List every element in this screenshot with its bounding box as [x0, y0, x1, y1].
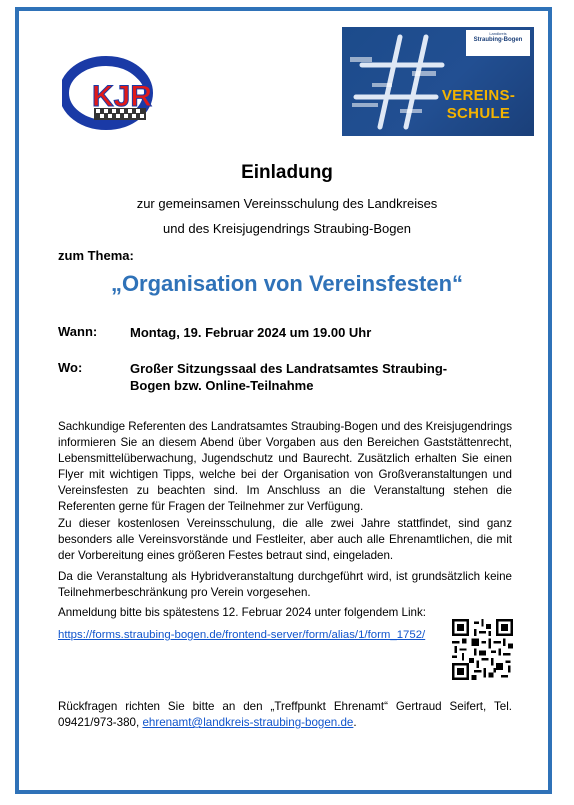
topic-title: „Organisation von Vereinsfesten“: [110, 271, 464, 296]
subtitle-line1: zur gemeinsamen Vereinsschulung des Landkreises: [136, 196, 438, 211]
registration-qr-code: [452, 619, 513, 680]
where-value: Großer Sitzungssaal des Landratsamtes Straubing-Bogen bzw. Online-Teilnahme: [130, 361, 448, 393]
contact-paragraph: [58, 699, 512, 731]
page-title: Einladung: [241, 162, 333, 183]
banner-title: [426, 87, 531, 123]
registration-link[interactable]: https://forms.straubing-bogen.de/frontend-server/form/alias/1/form_1752/: [58, 629, 426, 641]
paragraph-intro: Sachkundige Referenten des Landratsamtes Straubing-Bogen und des Kreisjugendrings informieren Sie an diesem Abend über Vorgaben aus den Bereichen Gaststättenrecht, Lebensmittelüberwachung, Jugendschutz und Baurecht. Zusätzlich erhalten Sie einen Flyer mit wichtigen Tipps, welche bei der Organisation von Großveranstaltungen und Vereinsfesten zu beachten sind. Im Anschluss an die Veranstaltung stehen die Referenten gerne für Fragen der Teilnehmer zur Verfügung.: [58, 420, 512, 513]
banner-title-line2: SCHULE: [446, 105, 511, 122]
landkreis-logo-name: Straubing-Bogen: [473, 37, 523, 43]
contact-text: Rückfragen richten Sie bitte an den „Treffpunkt Ehrenamt“ Gertraud Seifert, Tel. 09421/973-380,: [58, 700, 512, 729]
topic-label: zum Thema:: [58, 248, 134, 263]
contact-email-link[interactable]: ehrenamt@landkreis-straubing-bogen.de: [142, 716, 354, 729]
kjr-logo-text: KJR: [92, 80, 153, 113]
when-value: Montag, 19. Februar 2024 um 19.00 Uhr: [130, 325, 372, 340]
paragraph-audience: Zu dieser kostenlosen Vereinsschulung, die alle zwei Jahre stattfindet, sind ganz besonders alle Vereinsvorstände und Festleiter, aber auch alle Ehrenamtlichen, die mit der Vorbereitung eines größeren Festes betraut sind, eingeladen.: [58, 517, 512, 562]
landkreis-logo: [466, 30, 530, 56]
contact-end: .: [353, 716, 357, 729]
kjr-logo: [62, 56, 180, 130]
landkreis-logo-small: Landkreis: [489, 31, 507, 36]
registration-text: Anmeldung bitte bis spätestens 12. Februar 2024 unter folgendem Link:: [58, 606, 427, 619]
when-label: Wann:: [58, 324, 98, 339]
where-label: Wo:: [58, 360, 83, 375]
banner-title-line1: VEREINS-: [441, 87, 516, 104]
vereinsschule-banner: [342, 27, 534, 136]
subtitle-line2: und des Kreisjugendrings Straubing-Bogen: [163, 221, 411, 236]
paragraph-hybrid: Da die Veranstaltung als Hybridveranstaltung durchgeführt wird, ist grundsätzlich keine Teilnehmerbeschränkung pro Verein vorgesehen.: [58, 570, 512, 599]
